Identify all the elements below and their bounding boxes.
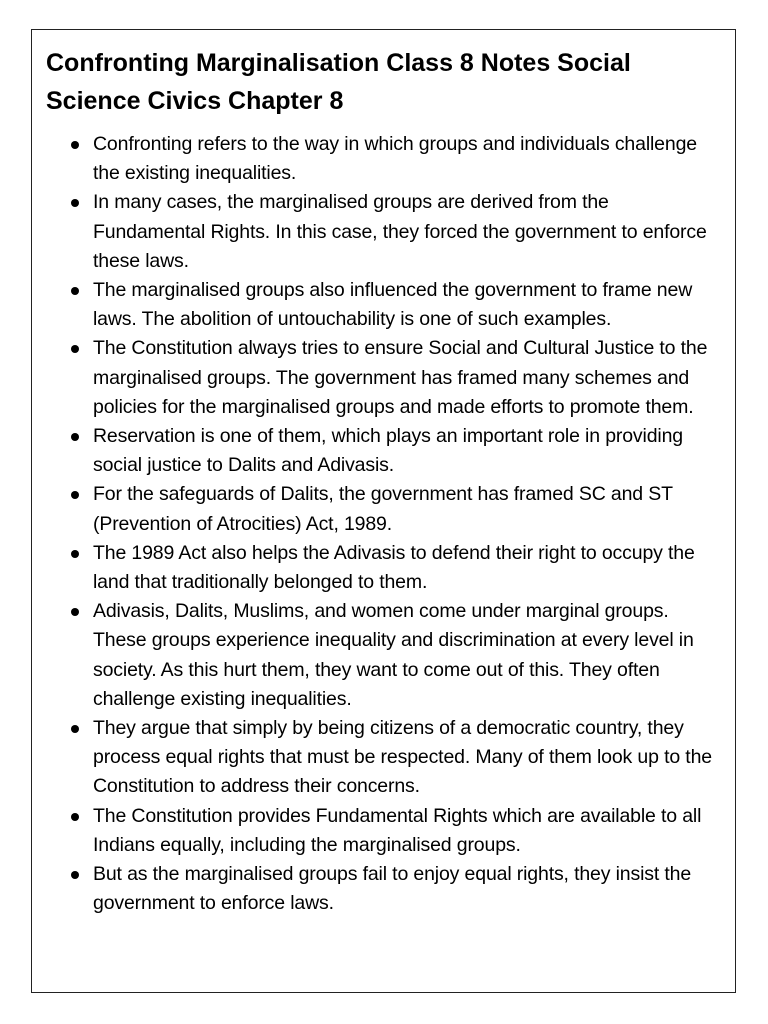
bullet-icon [71, 433, 79, 441]
page-title: Confronting Marginalisation Class 8 Notes Social Science Civics Chapter 8 [46, 49, 631, 115]
list-item [46, 188, 726, 276]
bullet-icon [71, 813, 79, 821]
bullet-icon [71, 871, 79, 879]
list-item [46, 130, 726, 188]
list-item [46, 860, 726, 918]
list-item [46, 802, 726, 860]
list-item-text: For the safeguards of Dalits, the government has framed SC and ST (Prevention of Atrocities) Act, 1989. [93, 483, 673, 535]
list-item-text: Adivasis, Dalits, Muslims, and women come under marginal groups. These groups experience inequality and discrimination at every level in society. As this hurt them, they want to come out of this. They often challenge existing inequalities. [93, 600, 694, 710]
bullet-icon [71, 550, 79, 558]
bullet-icon [71, 725, 79, 733]
list-item-text: Confronting refers to the way in which groups and individuals challenge the existing inequalities. [93, 133, 697, 185]
bullet-icon [71, 345, 79, 353]
list-item [46, 334, 726, 422]
list-item [46, 539, 726, 597]
list-item-text: Reservation is one of them, which plays an important role in providing social justice to Dalits and Adivasis. [93, 425, 683, 477]
bullet-icon [71, 141, 79, 149]
list-item-text: The Constitution provides Fundamental Rights which are available to all Indians equally, including the marginalised groups. [93, 804, 702, 856]
list-item-text: They argue that simply by being citizens of a democratic country, they process equal rights that must be respected. Many of them look up to the Constitution to address their concerns. [93, 717, 712, 798]
list-item-text: In many cases, the marginalised groups are derived from the Fundamental Rights. In this case, they forced the government to enforce these laws. [93, 191, 707, 272]
list-item [46, 480, 726, 538]
list-item-text: The 1989 Act also helps the Adivasis to defend their right to occupy the land that traditionally belonged to them. [93, 541, 695, 594]
bullet-icon [71, 491, 79, 499]
list-item-text: The marginalised groups also influenced the government to frame new laws. The abolition of untouchability is one of such examples. [93, 279, 693, 331]
list-item [46, 276, 726, 334]
list-item [46, 422, 726, 480]
list-item [46, 714, 726, 802]
list-item-text: But as the marginalised groups fail to enjoy equal rights, they insist the government to enforce laws. [93, 863, 692, 915]
bullet-icon [71, 287, 79, 295]
bullet-icon [71, 199, 79, 207]
list-item-text: The Constitution always tries to ensure Social and Cultural Justice to the marginalised groups. The government has framed many schemes and policies for the marginalised groups and made efforts to promote them. [93, 337, 708, 418]
notes-list [46, 130, 726, 918]
bullet-icon [71, 608, 79, 616]
list-item [46, 597, 726, 714]
